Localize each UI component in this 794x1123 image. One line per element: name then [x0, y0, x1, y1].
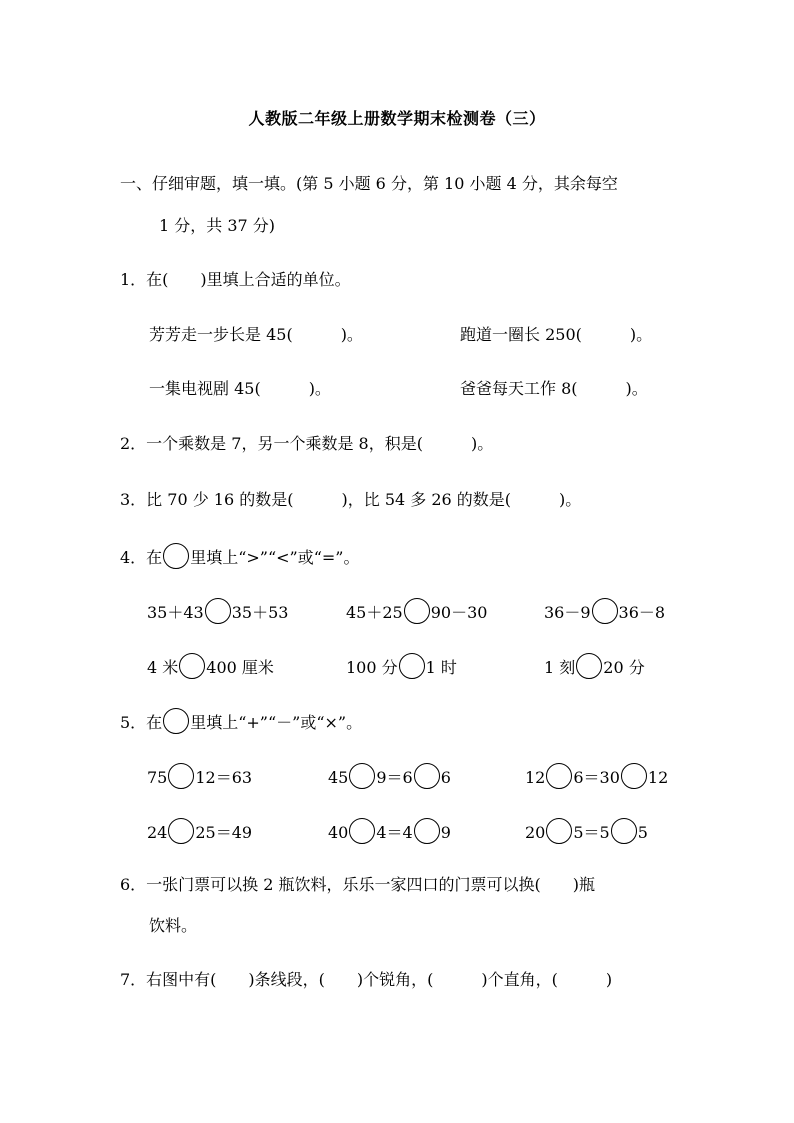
operand: 45 [328, 768, 349, 787]
compare-item [544, 598, 665, 624]
question-3-stem: 3．比 70 少 16 的数是( )，比 54 多 26 的数是( )。 [120, 490, 582, 509]
operand: 12 [525, 768, 546, 787]
question-5-stem [120, 708, 362, 734]
compare-item [147, 653, 274, 679]
question-1-item: 爸爸每天工作 8( )。 [460, 379, 648, 398]
operand: 4＝4 [376, 823, 413, 842]
compare-left: 100 分 [346, 658, 398, 677]
question-4-stem [120, 543, 360, 569]
section-heading-line1: 一、仔细审题，填一填。(第 5 小题 6 分，第 10 小题 4 分，其余每空 [120, 174, 618, 193]
compare-right: 35＋53 [231, 603, 289, 622]
question-4-row [0, 653, 794, 683]
question-5-row [0, 818, 794, 848]
answer-circle[interactable] [168, 763, 194, 789]
operator-item [328, 763, 451, 789]
question-4-stem-before: 4．在 [120, 548, 163, 567]
answer-circle[interactable] [179, 653, 205, 679]
operator-item [147, 818, 252, 844]
answer-circle[interactable] [349, 763, 375, 789]
compare-left: 45＋25 [346, 603, 403, 622]
answer-circle[interactable] [399, 653, 425, 679]
answer-circle[interactable] [592, 598, 618, 624]
answer-circle[interactable] [611, 818, 637, 844]
answer-circle[interactable] [349, 818, 375, 844]
answer-circle[interactable] [414, 818, 440, 844]
answer-circle[interactable] [205, 598, 231, 624]
operand: 24 [147, 823, 168, 842]
compare-right: 90－30 [430, 603, 488, 622]
question-1-item: 一集电视剧 45( )。 [149, 379, 331, 398]
operator-item [525, 763, 668, 789]
answer-circle[interactable] [414, 763, 440, 789]
question-5-stem-before: 5．在 [120, 713, 163, 732]
answer-circle [163, 543, 189, 569]
compare-right: 20 分 [603, 658, 645, 677]
question-4-row [0, 598, 794, 628]
operand: 75 [147, 768, 168, 787]
operand: 5＝5 [573, 823, 610, 842]
question-2-stem: 2．一个乘数是 7，另一个乘数是 8，积是( )。 [120, 434, 494, 453]
operand: 9＝6 [376, 768, 413, 787]
operand: 9 [440, 823, 451, 842]
answer-circle [163, 708, 189, 734]
compare-left: 4 米 [147, 658, 179, 677]
operand: 6 [440, 768, 451, 787]
answer-circle[interactable] [404, 598, 430, 624]
operand: 20 [525, 823, 546, 842]
question-1-item: 跑道一圈长 250( )。 [460, 325, 653, 344]
operator-item [525, 818, 648, 844]
compare-item [544, 653, 645, 679]
question-4-stem-after: 里填上“>”“<”或“=”。 [190, 548, 360, 567]
compare-left: 1 刻 [544, 658, 576, 677]
page-title: 人教版二年级上册数学期末检测卷（三） [248, 109, 546, 128]
operator-item [147, 763, 252, 789]
compare-right: 36－8 [618, 603, 666, 622]
operator-item [328, 818, 451, 844]
operand: 12＝63 [195, 768, 253, 787]
question-7-stem: 7．右图中有( )条线段，( )个锐角，( )个直角，( ) [120, 970, 613, 989]
answer-circle[interactable] [621, 763, 647, 789]
operand: 25＝49 [195, 823, 253, 842]
compare-right: 400 厘米 [206, 658, 274, 677]
question-6-line1: 6．一张门票可以换 2 瓶饮料，乐乐一家四口的门票可以换( )瓶 [120, 875, 596, 894]
compare-item [147, 598, 288, 624]
compare-left: 35＋43 [147, 603, 204, 622]
question-5-row [0, 763, 794, 793]
compare-item [346, 653, 457, 679]
compare-left: 36－9 [544, 603, 591, 622]
answer-circle[interactable] [576, 653, 602, 679]
compare-item [346, 598, 487, 624]
operand: 12 [647, 768, 669, 787]
operand: 6＝30 [573, 768, 620, 787]
answer-circle[interactable] [546, 818, 572, 844]
answer-circle[interactable] [168, 818, 194, 844]
compare-right: 1 时 [425, 658, 457, 677]
question-1-item: 芳芳走一步长是 45( )。 [149, 325, 363, 344]
operand: 40 [328, 823, 349, 842]
question-6-line2: 饮料。 [149, 916, 198, 935]
answer-circle[interactable] [546, 763, 572, 789]
operand: 5 [637, 823, 648, 842]
section-heading-line2: 1 分，共 37 分) [159, 216, 276, 235]
question-5-stem-after: 里填上“+”“－”或“×”。 [190, 713, 363, 732]
question-1-stem: 1．在( )里填上合适的单位。 [120, 270, 351, 289]
